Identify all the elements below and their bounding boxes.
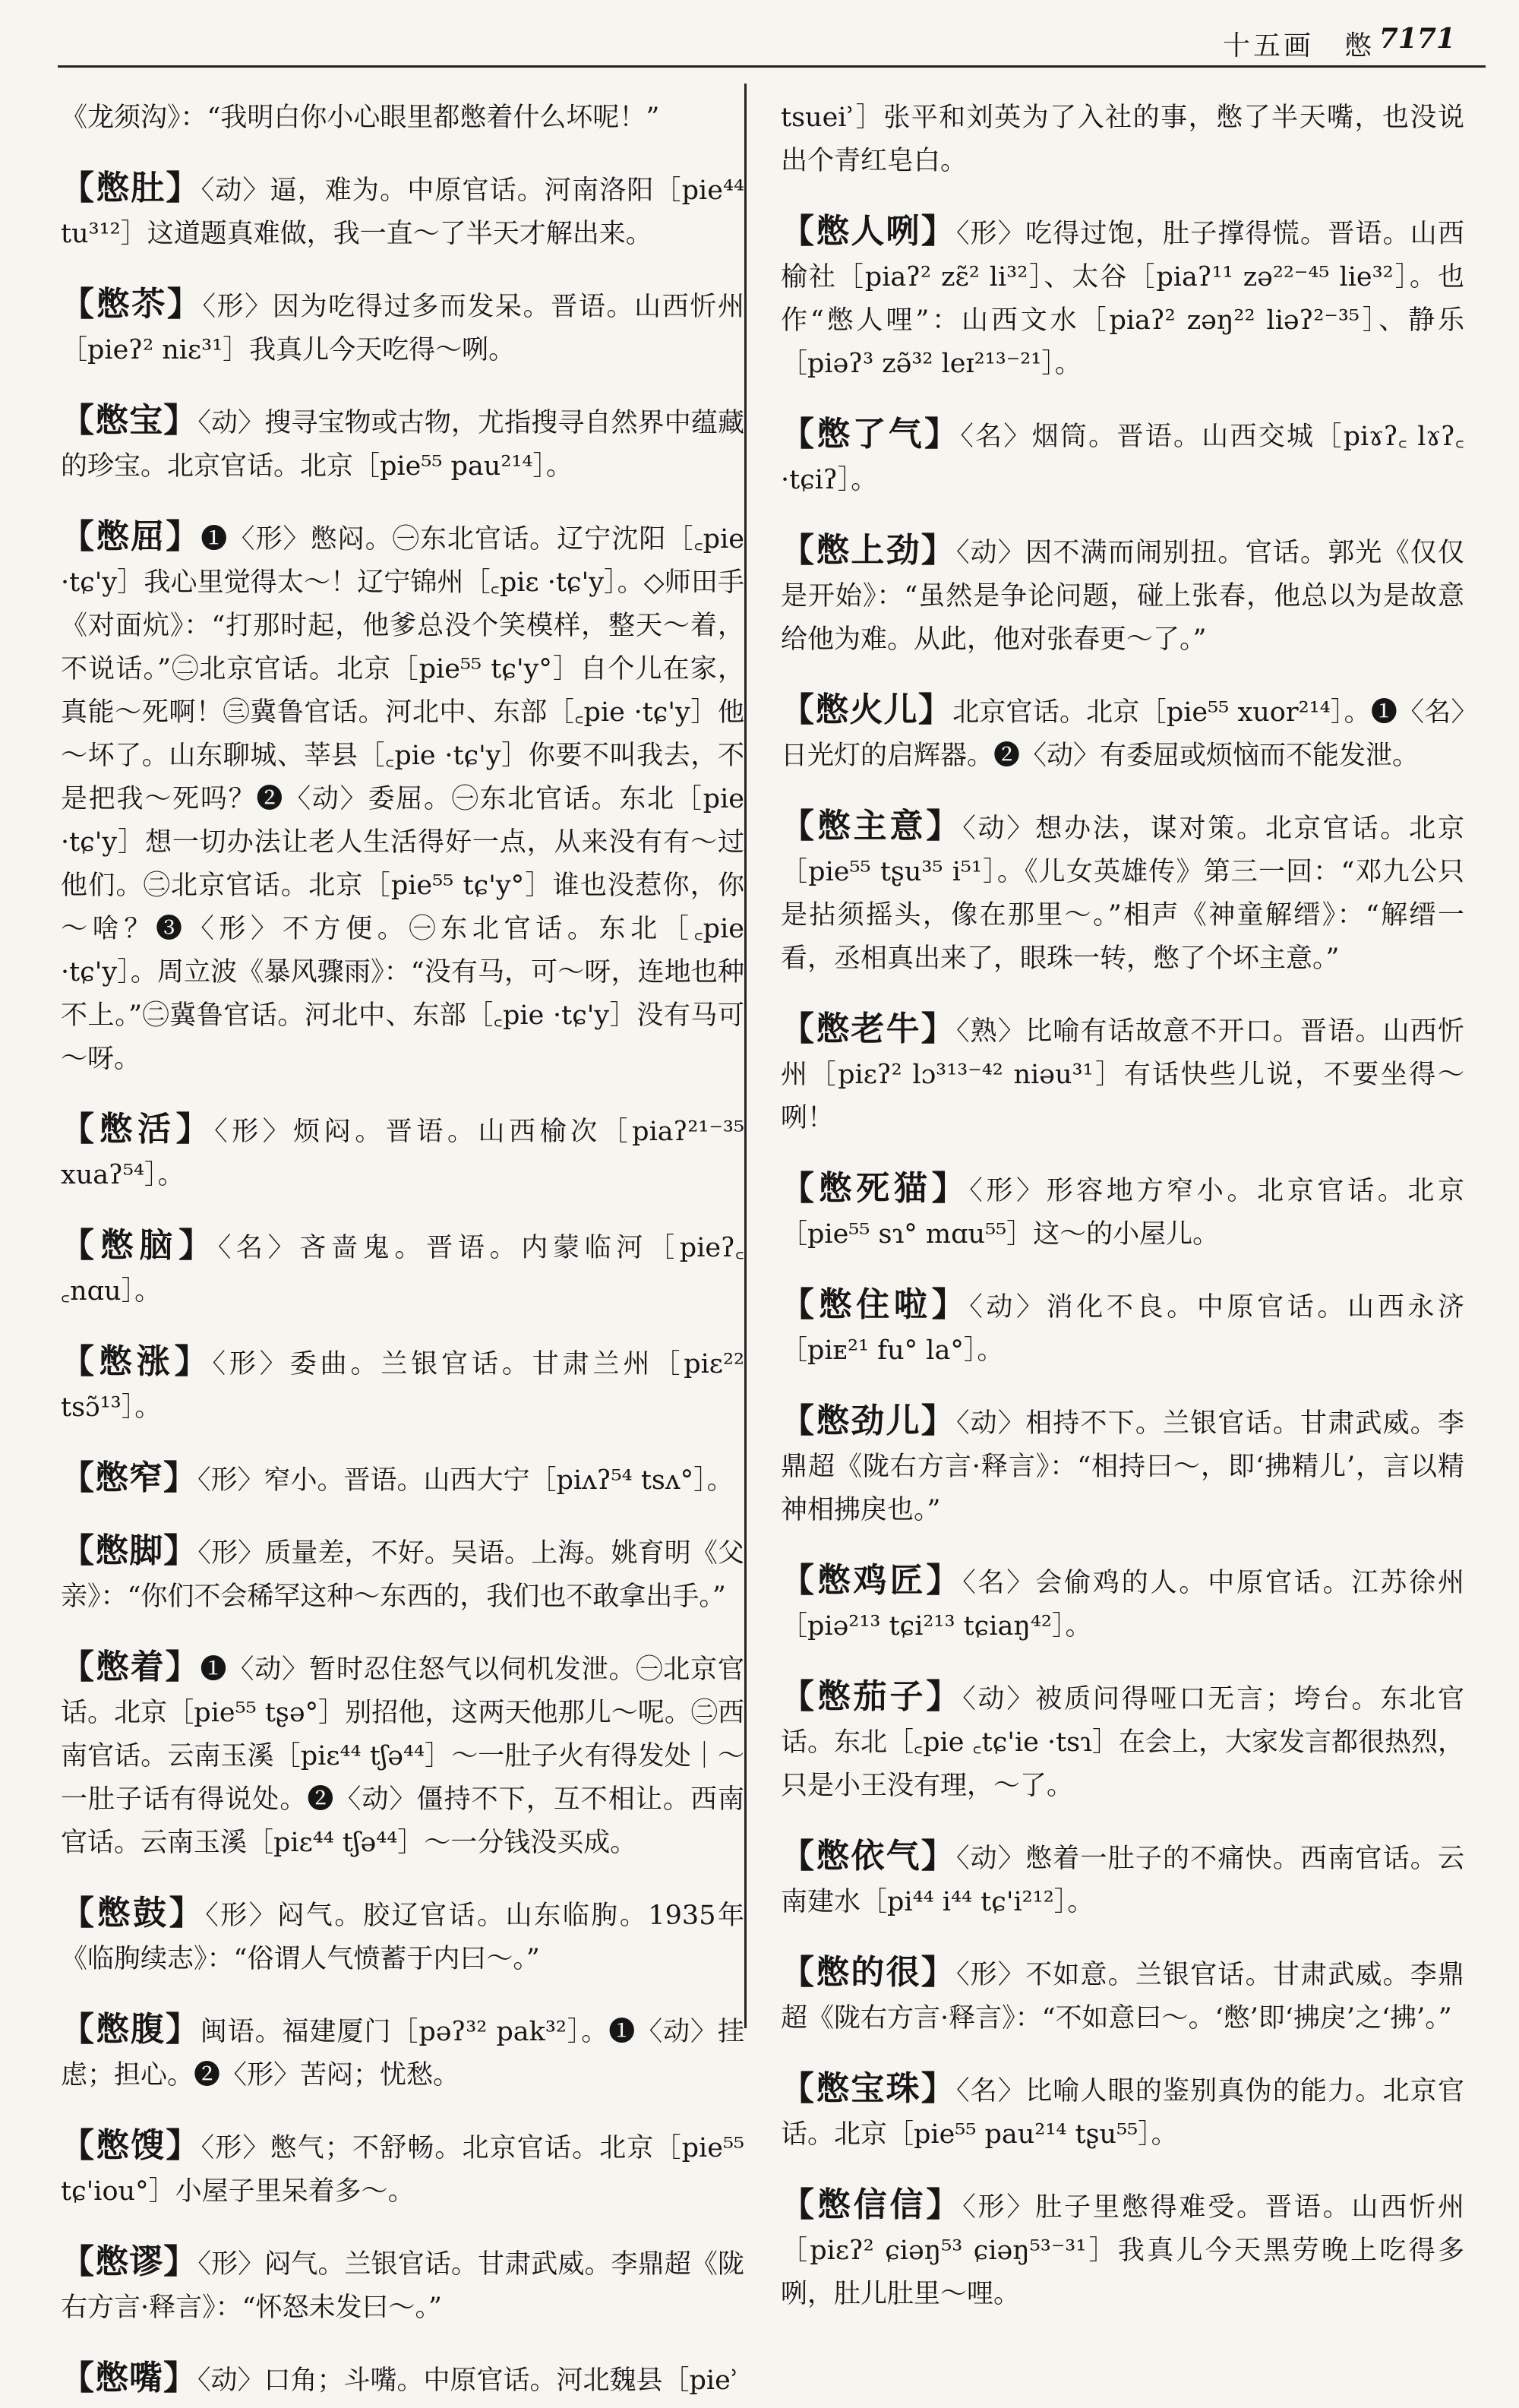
definition: 〈动〉被质问得哑口无言；垮台。东北官话。东北［꜀pie ꜀tɕ'ie ·tsɿ］在会上，大家发言都很热烈，只是小王没有理，～了。 (781, 1684, 1464, 1801)
entry-bie-shang-jin (781, 529, 1464, 662)
entry-bie-yi-qi (781, 1834, 1464, 1924)
definition: 〈动〉憋着一肚子的不痛快。西南官话。云南建水［pi⁴⁴ i⁴⁴ tɕ'i²¹²］。 (781, 1844, 1464, 1917)
definition: 〈形〉憋气；不舒畅。北京官话。北京［pie⁵⁵ tɕ'iou°］小屋子里呆着多～。 (61, 2133, 745, 2207)
entry-bie-zhu-la (781, 1283, 1464, 1373)
header-rule (58, 65, 1486, 68)
headword: 【憋谬】 (61, 2242, 198, 2281)
headword: 【憋屈】 (61, 517, 201, 556)
entry-bie-de-hen (781, 1951, 1464, 2040)
headword: 【憋住啦】 (781, 1285, 970, 1324)
entry-bie-bao-zhu (781, 2067, 1464, 2157)
headword: 【憋依气】 (781, 1837, 956, 1876)
definition: 〈形〉形容地方窄小。北京官话。北京［pie⁵⁵ sɿ° mɑu⁵⁵］这～的小屋儿。 (781, 1176, 1464, 1250)
definition: 〈动〉因不满而闹别扭。官话。郭光《仅仅是开始》：“虽然是争论问题，碰上张春，他总以为是故意给他为难。从此，他对张春更～了。” (781, 538, 1464, 655)
headword: 【憋老牛】 (781, 1010, 956, 1048)
entry-bie-lao-niu (781, 1007, 1464, 1140)
headword: 【憋着】 (61, 1648, 201, 1686)
entry-bie-jinr (781, 1399, 1464, 1532)
definition: 〈动〉搜寻宝物或古物，尤指搜寻自然界中蕴藏的珍宝。北京官话。北京［pie⁵⁵ pau²¹⁴］。 (61, 408, 744, 482)
entry-bie-zhe (61, 1645, 744, 1865)
headword: 【憋劲儿】 (781, 1402, 956, 1440)
section-title: 十五画 憋 (1222, 30, 1375, 62)
headword: 【憋死猫】 (781, 1169, 970, 1208)
entry-bie-huor (781, 688, 1464, 778)
entry-bie-qu (61, 515, 744, 1081)
entry-bie-zhu-yi (781, 804, 1464, 981)
column-divider (744, 84, 747, 2028)
definition: 北京官话。北京［pie⁵⁵ xuor²¹⁴］。❶〈名〉日光灯的启辉器。❷〈动〉有委屈或烦恼而不能发泄。 (781, 697, 1464, 771)
entry-bie-bao (61, 399, 744, 488)
definition: 〈形〉委曲。兰银官话。甘肃兰州［piɛ²² tsɔ̃¹³］。 (61, 1349, 745, 1423)
definition: ❶〈动〉暂时忍住怒气以伺机发泄。㊀北京官话。北京［pie⁵⁵ tʂə°］别招他，这两天他那儿～呢。㊁西南官话。云南玉溪［piɛ⁴⁴ tʃə⁴⁴］～一肚子火有得发处｜～一肚子话有得说处。❷〈动〉僵持不下，互不相让。西南官话。云南玉溪［piɛ⁴⁴ tʃə⁴⁴］～一分钱没买成。 (61, 1654, 744, 1858)
definition: 〈熟〉比喻有话故意不开口。晋语。山西忻州［piɛʔ² lɔ³¹³⁻⁴² niəu³¹］有话快些儿说，不要坐得～咧！ (781, 1016, 1464, 1133)
entry-bie-le-qi (781, 412, 1464, 502)
definition: 〈形〉闷气。兰银官话。甘肃武威。李鼎超《陇右方言·释言》：“怀怒未发曰～。” (61, 2249, 744, 2323)
page-number: 7171 (1378, 23, 1455, 55)
entry-bie-gu (61, 1891, 744, 1981)
continuation-text: 《龙须沟》：“我明白你小心眼里都憋着什么坏呢！” (61, 103, 660, 133)
definition: 〈动〉逼，难为。中原官话。河南洛阳［pie⁴⁴ tu³¹²］这道题真难做，我一直～了半天才解出来。 (61, 175, 745, 249)
headword: 【憋馊】 (61, 2126, 201, 2165)
definition: 〈动〉口角；斗嘴。中原官话。河北魏县［pieʾ (197, 2365, 739, 2396)
entry-bie-nao (61, 1224, 744, 1313)
definition: 〈形〉窄小。晋语。山西大宁［piʌʔ⁵⁴ tsʌ°］。 (197, 1465, 734, 1496)
headword: 【憋涨】 (61, 1342, 213, 1381)
definition: ❶〈形〉憋闷。㊀东北官话。辽宁沈阳［꜀pie ·tɕ'y］我心里觉得太～！辽宁锦州［꜀piɛ ·tɕ'y］。◇师田手《对面炕》：“打那时起，他爹总没个笑模样，整天～着，不说话。”㊁北京官话。北京［pie⁵⁵ tɕ'y°］自个儿在家，真能～死啊！㊂冀鲁官话。河北中、东部［꜀pie ·tɕ'y］他～坏了。山东聊城、莘县［꜀pie ·tɕ'y］你要不叫我去，不是把我～死吗？❷〈动〉委屈。㊀东北官话。东北［pie ·tɕ'y］想一切办法让老人生活得好一点，从来没有有～过他们。㊁北京官话。北京［pie⁵⁵ tɕ'y°］谁也没惹你，你～啥？❸〈形〉不方便。㊀东北官话。东北［꜀pie ·tɕ'y］。周立波《暴风骤雨》：“没有马，可～呀，连地也种不上。”㊁冀鲁官话。河北中、东部［꜀pie ·tɕ'y］没有马可～呀。 (61, 524, 744, 1074)
entry-bie-ren-lie (781, 210, 1464, 386)
entry-bie-zhang (61, 1340, 744, 1430)
definition: 〈形〉肚子里憋得难受。晋语。山西忻州［piɛʔ² ɕiəŋ⁵³ ɕiəŋ⁵³⁻³¹］我真儿今天黑劳晚上吃得多咧，肚儿肚里～哩。 (781, 2192, 1464, 2309)
definition: 〈形〉吃得过饱，肚子撑得慌。晋语。山西榆社［piaʔ² zɛ̃² li³²］、太谷［piaʔ¹¹ zə²²⁻⁴⁵ lie³²］。也作“憋人哩”：山西文水［piaʔ² zəŋ²² liəʔ²⁻³⁵］、静乐［piəʔ³ zə̃³² leɪ²¹³⁻²¹］。 (781, 219, 1464, 379)
right-column (781, 70, 1464, 2321)
definition: 〈名〉吝啬鬼。晋语。内蒙临河［pieʔ꜀ ꜀nɑu］。 (61, 1233, 744, 1307)
definition: 〈形〉烦闷。晋语。山西榆次［piaʔ²¹⁻³⁵ xuaʔ⁵⁴］。 (61, 1117, 744, 1190)
left-column (61, 70, 744, 2408)
headword: 【憋鼓】 (61, 1894, 206, 1932)
definition: 〈动〉消化不良。中原官话。山西永济［piᴇ²¹ fu° la°］。 (781, 1292, 1464, 1366)
definition: 〈名〉会偷鸡的人。中原官话。江苏徐州［piə²¹³ tɕi²¹³ tɕiaŋ⁴²］。 (781, 1568, 1464, 1642)
definition: 〈动〉想办法，谋对策。北京官话。北京［pie⁵⁵ tʂu³⁵ i⁵¹］。《儿女英雄传》第三一回：“邓九公只是拈须摇头，像在那里～。”相声《神童解缙》：“解缙一看，丞相真出来了，眼珠一转，憋了个坏主意。” (781, 814, 1464, 974)
entry-bie-xin-xin (781, 2183, 1464, 2316)
entry-bie-xiu (61, 2124, 744, 2214)
definition: 闽语。福建厦门［pəʔ³² pak³²］。❶〈动〉挂虑；担心。❷〈形〉苦闷；忧愁。 (61, 2017, 744, 2090)
headword: 【憋茄子】 (781, 1677, 963, 1716)
entry-bie-ji-jiang (781, 1559, 1464, 1648)
entry-bie-zhai (61, 1456, 744, 1503)
headword: 【憋肚】 (61, 169, 201, 207)
entry-bie-si-mao (781, 1167, 1464, 1256)
definition: 〈形〉因为吃得过多而发呆。晋语。山西忻州［pieʔ² niɛ³¹］我真儿今天吃得～咧。 (61, 292, 744, 365)
headword: 【憋人咧】 (781, 212, 956, 251)
headword: 【憋脚】 (61, 1531, 198, 1570)
headword: 【憋嘴】 (61, 2359, 197, 2397)
definition: 〈名〉烟筒。晋语。山西交城［piɤʔ꜀ lɤʔ꜀ ·tɕiʔ］。 (781, 422, 1464, 495)
entry-bie-du (61, 166, 744, 256)
page-header (0, 14, 1519, 67)
headword: 【憋活】 (61, 1110, 215, 1149)
entry-bie-fu (61, 2008, 744, 2097)
entry-bie-jiao (61, 1529, 744, 1619)
headword: 【憋上劲】 (781, 531, 956, 570)
entry-bie-zui (61, 2356, 744, 2403)
definition: 〈形〉不如意。兰银官话。甘肃武威。李鼎超《陇右方言·释言》：“不如意曰～。‘憋’即‘拂戾’之‘拂’。” (781, 1960, 1464, 2034)
headword: 【憋腹】 (61, 2010, 201, 2049)
entry-bie-qie-zi (781, 1675, 1464, 1808)
headword: 【憋宝】 (61, 401, 198, 440)
definition: 〈形〉质量差，不好。吴语。上海。姚育明《父亲》：“你们不会稀罕这种～东西的，我们也不敢拿出手。” (61, 1538, 744, 1612)
entry-bie-nie (61, 283, 744, 372)
headword: 【憋火儿】 (781, 690, 953, 729)
headword: 【憋的很】 (781, 1953, 956, 1992)
headword: 【憋鸡匠】 (781, 1561, 963, 1600)
entry-bie-huo (61, 1108, 744, 1197)
definition: 〈动〉相持不下。兰银官话。甘肃武威。李鼎超《陇右方言·释言》：“相持曰～，即‘拂精儿’，言以精神相拂戾也。” (781, 1408, 1464, 1525)
headword: 【憋了气】 (781, 415, 961, 453)
definition: 〈形〉闷气。胶辽官话。山东临朐。1935年《临朐续志》：“俗谓人气愤蓄于内曰～。” (61, 1901, 745, 1974)
definition: 〈名〉比喻人眼的鉴别真伪的能力。北京官话。北京［pie⁵⁵ pau²¹⁴ tʂu⁵⁵］。 (781, 2076, 1464, 2150)
headword: 【憋苶】 (61, 285, 203, 324)
headword: 【憋信信】 (781, 2185, 963, 2224)
continuation-text: tsueiʾ］张平和刘英为了入社的事，憋了半天嘴，也没说出个青红皂白。 (781, 103, 1464, 176)
headword: 【憋脑】 (61, 1226, 218, 1265)
headword: 【憋宝珠】 (781, 2069, 956, 2108)
headword: 【憋主意】 (781, 807, 963, 845)
entry-bie-miu (61, 2240, 744, 2330)
headword: 【憋窄】 (61, 1458, 197, 1497)
